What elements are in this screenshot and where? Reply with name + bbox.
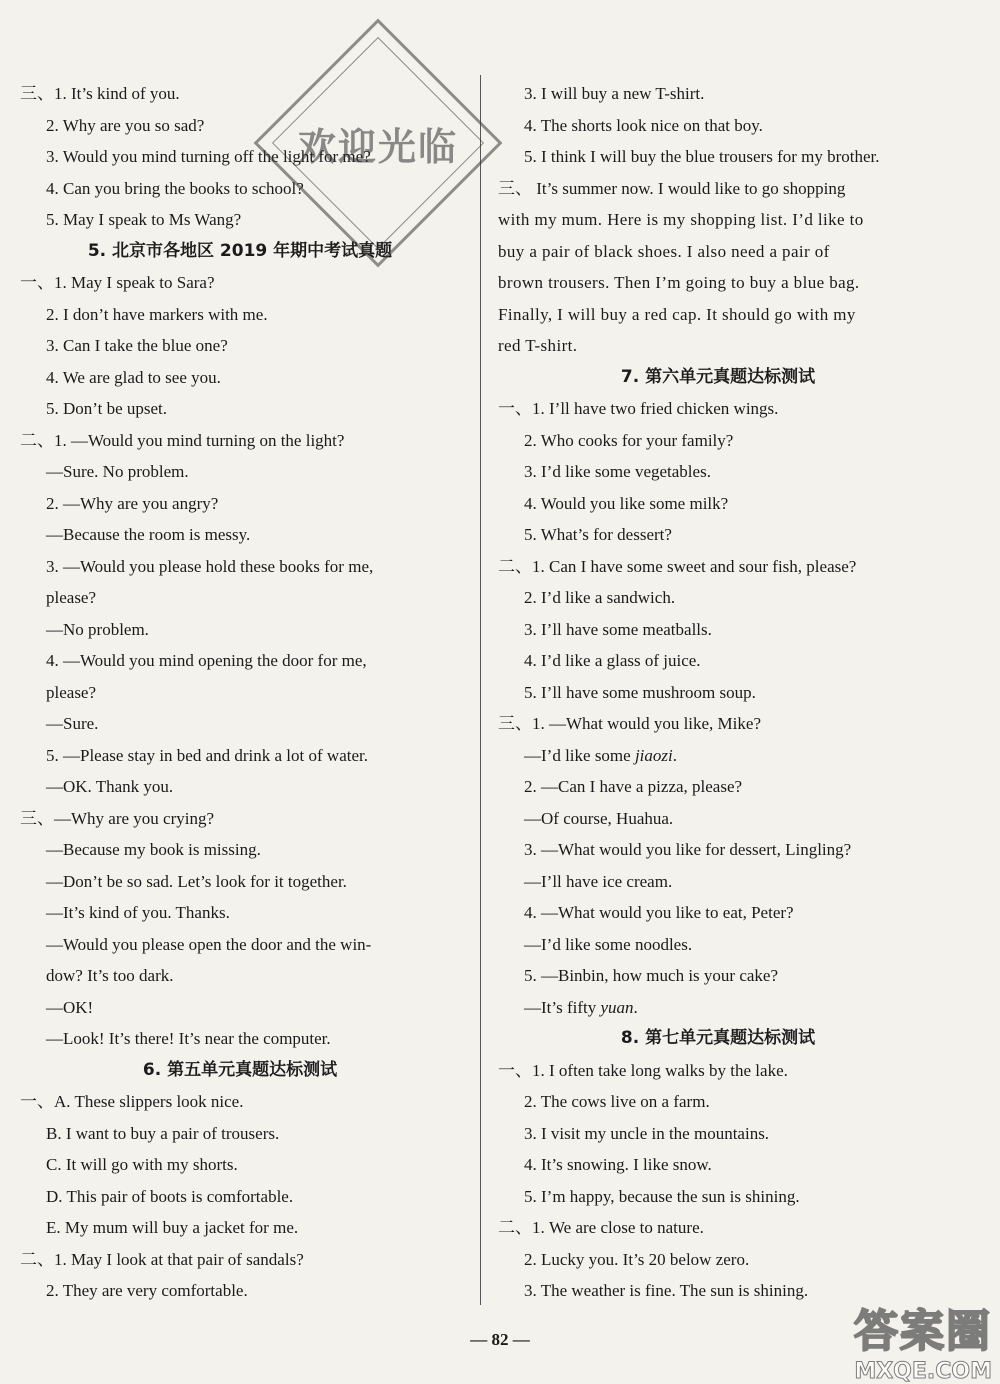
answer-line: 5. What’s for dessert? [524, 525, 672, 544]
answer-line: —Would you please open the door and the win- [46, 934, 372, 954]
answer-line: 三、1. It’s kind of you. [20, 84, 180, 103]
answer-line: 3. I’ll have some meatballs. [524, 619, 712, 639]
answer-line: —Because my book is missing. [46, 840, 261, 859]
answer-line: please? [46, 682, 97, 702]
answer-line: —Of course, Huahua. [524, 808, 674, 828]
answer-line: 一、A. These slippers look nice. [20, 1092, 244, 1111]
answer-line: —Sure. No problem. [46, 462, 189, 481]
answer-line: —Look! It’s there! It’s near the computer. [46, 1029, 331, 1048]
answer-line: Finally, I will buy a red cap. It should go with my [498, 304, 856, 324]
answer-line: —I’d like some noodles. [524, 934, 693, 954]
section-heading: 5. 北京市各地区 2019 年期中考试真题 [87, 240, 393, 261]
answer-line: red T-shirt. [498, 336, 578, 355]
answer-line: 4. Can you bring the books to school? [46, 178, 304, 198]
answer-line: 5. —Binbin, how much is your cake? [524, 966, 779, 985]
answer-line: —No problem. [46, 619, 149, 639]
answer-line: 2. They are very comfortable. [46, 1281, 248, 1300]
answer-line: —It’s fifty yuan. [524, 997, 638, 1017]
answer-line: 3. —What would you like for dessert, Lingling? [524, 840, 852, 859]
answer-line: 4. I’d like a glass of juice. [524, 651, 701, 670]
answer-line: 三、 It’s summer now. I would like to go shopping [498, 178, 846, 198]
answer-line: 3. I’d like some vegetables. [524, 462, 711, 481]
answer-line: buy a pair of black shoes. I also need a pair of [498, 241, 830, 261]
section-heading: 7. 第六单元真题达标测试 [620, 366, 816, 387]
answer-line: —Because the room is messy. [46, 525, 251, 544]
answer-line: —Don’t be so sad. Let’s look for it together. [46, 871, 347, 891]
watermark-top: 答案圈 [854, 1306, 992, 1357]
right-column [498, 78, 938, 1307]
answer-line: E. My mum will buy a jacket for me. [46, 1218, 299, 1237]
answer-line: 3. The weather is fine. The sun is shining. [524, 1281, 809, 1300]
answer-line: 2. —Can I have a pizza, please? [524, 777, 743, 796]
answer-line: B. I want to buy a pair of trousers. [46, 1123, 280, 1143]
answer-line: dow? It’s too dark. [46, 966, 174, 985]
answer-line: 3. —Would you please hold these books for me, [46, 556, 374, 576]
answer-line: 三、—Why are you crying? [20, 808, 215, 828]
answer-line: 2. Why are you so sad? [46, 115, 205, 135]
stamp-text: 欢迎光临 [297, 124, 458, 169]
answer-line: —It’s kind of you. Thanks. [46, 903, 230, 922]
left-column [20, 78, 460, 1307]
answer-line: 5. I’m happy, because the sun is shining. [524, 1186, 800, 1206]
answer-line: 5. I’ll have some mushroom soup. [524, 682, 756, 702]
answer-line: 5. —Please stay in bed and drink a lot of water. [46, 745, 368, 765]
answer-line: 3. I visit my uncle in the mountains. [524, 1123, 770, 1143]
answer-line: 3. I will buy a new T-shirt. [524, 84, 705, 103]
answer-line: —OK! [46, 997, 94, 1017]
answer-line: 一、1. I often take long walks by the lake. [498, 1060, 788, 1080]
answer-line: brown trousers. Then I’m going to buy a blue bag. [498, 273, 860, 292]
answer-line: 三、1. —What would you like, Mike? [498, 714, 761, 733]
answer-line: —I’ll have ice cream. [524, 871, 673, 891]
answer-line: —OK. Thank you. [46, 777, 174, 796]
answer-line: 2. The cows live on a farm. [524, 1092, 710, 1111]
answer-line: with my mum. Here is my shopping list. I’d like to [498, 210, 864, 229]
answer-line: 4. The shorts look nice on that boy. [524, 115, 763, 135]
answer-line: 2. Lucky you. It’s 20 below zero. [524, 1249, 750, 1269]
answer-line: D. This pair of boots is comfortable. [46, 1186, 294, 1206]
page-number: — 82 — [470, 1330, 530, 1349]
column-divider [480, 75, 481, 1305]
answer-line: 4. Would you like some milk? [524, 493, 729, 513]
answer-line: —Sure. [46, 714, 99, 733]
answer-line: 二、1. —Would you mind turning on the light? [20, 430, 345, 450]
answer-line: 5. May I speak to Ms Wang? [46, 210, 242, 229]
answer-line: —I’d like some jiaozi. [524, 745, 677, 765]
answer-line: 4. —Would you mind opening the door for me, [46, 651, 367, 670]
answer-line: C. It will go with my shorts. [46, 1155, 238, 1174]
section-heading: 6. 第五单元真题达标测试 [142, 1059, 338, 1080]
answer-line: 一、1. May I speak to Sara? [20, 273, 215, 292]
answer-line: 5. I think I will buy the blue trousers for my brother. [524, 147, 880, 166]
answer-line: 2. Who cooks for your family? [524, 430, 734, 450]
answer-line: 2. —Why are you angry? [46, 493, 219, 513]
answer-line: 2. I don’t have markers with me. [46, 304, 268, 324]
answer-line: 5. Don’t be upset. [46, 399, 168, 418]
answer-line: 一、1. I’ll have two fried chicken wings. [498, 399, 779, 418]
answer-line: 4. —What would you like to eat, Peter? [524, 903, 794, 922]
answer-line: 3. Can I take the blue one? [46, 336, 228, 355]
answer-line: please? [46, 588, 97, 607]
answer-line: 4. It’s snowing. I like snow. [524, 1155, 712, 1174]
section-heading: 8. 第七单元真题达标测试 [620, 1028, 816, 1048]
answer-line: 4. We are glad to see you. [46, 367, 221, 387]
answer-line: 3. Would you mind turning off the light for me? [46, 147, 371, 166]
answer-line: 二、1. May I look at that pair of sandals? [20, 1249, 304, 1269]
site-watermark-logo [792, 1295, 992, 1384]
answer-line: 二、1. Can I have some sweet and sour fish, please? [498, 556, 857, 576]
watermark-bottom: MXQE.COM [854, 1359, 992, 1384]
answer-line: 二、1. We are close to nature. [498, 1218, 704, 1237]
answer-line: 2. I’d like a sandwich. [524, 588, 676, 607]
